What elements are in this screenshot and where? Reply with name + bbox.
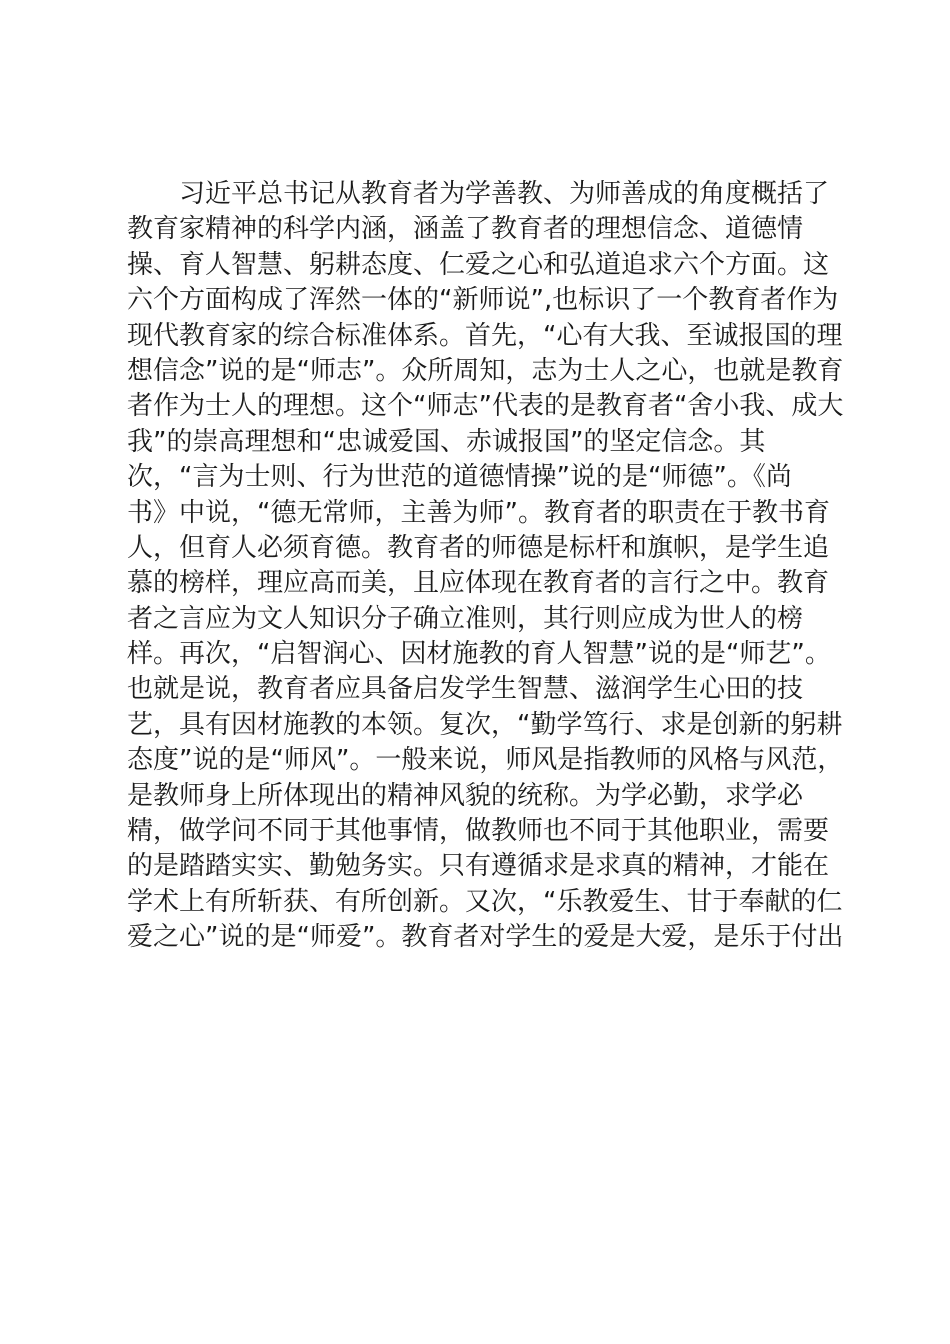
text-line: 我”的崇高理想和“忠诚爱国、赤诚报国”的坚定信念。其 — [127, 426, 766, 457]
text-line: 爱之心”说的是“师爱”。教育者对学生的爱是大爱，是乐于付出 — [127, 922, 844, 953]
text-line: 想信念”说的是“师志”。众所周知，志为士人之心，也就是教育 — [127, 355, 844, 386]
text-line: 精，做学问不同于其他事情，做教师也不同于其他职业，需要 — [127, 816, 830, 847]
text-line: 习近平总书记从教育者为学善教、为师善成的角度概括了 — [179, 179, 830, 209]
text-line: 书》中说，“德无常师，主善为师”。教育者的职责在于教书育 — [127, 497, 830, 528]
text-line: 者之言应为文人知识分子确立准则，其行则应成为世人的榜 — [127, 603, 804, 634]
text-line: 也就是说，教育者应具备启发学生智慧、滋润学生心田的技 — [127, 674, 804, 705]
text-line: 是教师身上所体现出的精神风貌的统称。为学必勤，求学必 — [127, 780, 804, 811]
text-line: 现代教育家的综合标准体系。首先，“心有大我、至诚报国的理 — [127, 320, 843, 351]
text-line: 次，“言为士则、行为世范的道德情操”说的是“师德”。《尚 — [127, 462, 792, 493]
text-line: 六个方面构成了浑然一体的“新师说”,也标识了一个教育者作为 — [127, 285, 839, 316]
text-line: 操、育人智慧、躬耕态度、仁爱之心和弘道追求六个方面。这 — [127, 249, 830, 280]
body-paragraph — [127, 177, 844, 956]
text-line: 样。再次，“启智润心、因材施教的育人智慧”说的是“师艺”。 — [127, 639, 831, 670]
text-line: 的是踏踏实实、勤勉务实。只有遵循求是求真的精神，才能在 — [127, 851, 830, 882]
text-line: 学术上有所斩获、有所创新。又次，“乐教爱生、甘于奉献的仁 — [127, 886, 843, 917]
text-line: 慕的榜样，理应高而美，且应体现在教育者的言行之中。教育 — [127, 568, 830, 599]
text-line: 艺，具有因材施教的本领。复次，“勤学笃行、求是创新的躬耕 — [127, 709, 843, 740]
text-line: 教育家精神的科学内涵，涵盖了教育者的理想信念、道德情 — [127, 214, 804, 245]
text-line: 人，但育人必须育德。教育者的师德是标杆和旗帜，是学生追 — [127, 532, 830, 563]
text-line: 者作为士人的理想。这个“师志”代表的是教育者“舍小我、成大 — [127, 391, 844, 422]
text-line: 态度”说的是“师风”。一般来说，师风是指教师的风格与风范， — [127, 745, 844, 776]
